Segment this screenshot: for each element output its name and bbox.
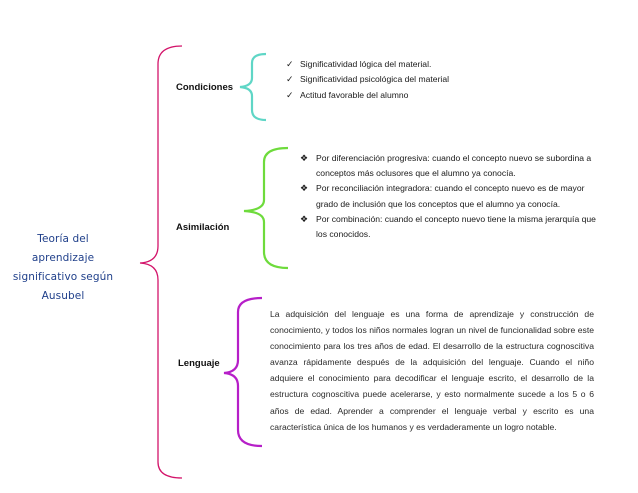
list-item bbox=[300, 212, 600, 242]
branch-label-asimilacion: Asimilación bbox=[176, 222, 230, 233]
list-item-text: Actitud favorable del alumno bbox=[300, 89, 409, 100]
list-item bbox=[286, 72, 586, 87]
list-item bbox=[300, 151, 600, 181]
list-item-text: Por combinación: cuando el concepto nuevo tiene la misma jerarquía que los conocidos. bbox=[316, 213, 596, 240]
checkmark-icon: ✓ bbox=[286, 59, 294, 69]
diamond-bullet-icon: ❖ bbox=[300, 213, 309, 224]
root-title-line: significativo según bbox=[12, 271, 114, 283]
list-item-text: Significatividad lógica del material. bbox=[300, 59, 432, 69]
root-title-line: Teoría del bbox=[37, 233, 89, 245]
branch-label-condiciones: Condiciones bbox=[176, 82, 234, 93]
branch-label-lenguaje: Lenguaje bbox=[178, 358, 220, 369]
list-item bbox=[286, 57, 586, 72]
lenguaje-paragraph: La adquisición del lenguaje es una forma de aprendizaje y construcción de conocimiento, y todos los niños normales logran un nivel de funcionalidad sobre este conocimiento para los tres años de edad. El desarrollo de la estructura cognoscitiva avanza rápidamente después de la adquisición del lenguaje. Cuando el niño adquiere el conocimiento para decodificar el lenguaje escrito, el desarrollo de la estructura cognoscitiva puede acelerarse, y esto normalmente sucede a los 5 o 6 años de edad. Aprender a comprender el lenguaje verbal y escrito es una característica única de los humanos y es verdaderamente un logro notable. bbox=[270, 309, 594, 432]
diamond-bullet-icon: ❖ bbox=[300, 183, 309, 194]
condiciones-bracket bbox=[240, 54, 266, 120]
asimilacion-bracket bbox=[244, 148, 288, 268]
list-item bbox=[286, 88, 586, 103]
main-bracket bbox=[140, 46, 182, 478]
checkmark-icon: ✓ bbox=[286, 89, 294, 100]
list-item-text: Significatividad psicológica del material bbox=[300, 74, 450, 85]
list-item-text: Por diferenciación progresiva: cuando el concepto nuevo se subordina a conceptos más oclusores que el alumno ya conocía. bbox=[316, 153, 592, 179]
condiciones-list bbox=[286, 57, 586, 103]
checkmark-icon: ✓ bbox=[286, 74, 294, 85]
list-item-text: Por reconciliación integradora: cuando el concepto nuevo es de mayor grado de inclusión que los conceptos que el alumno ya conocía. bbox=[316, 183, 585, 209]
lenguaje-bracket bbox=[224, 298, 262, 446]
root-title-line: Ausubel bbox=[41, 290, 85, 302]
root-title bbox=[4, 230, 122, 306]
list-item bbox=[300, 181, 600, 211]
asimilacion-list bbox=[300, 151, 600, 242]
root-title-line: aprendizaje bbox=[31, 252, 95, 264]
diamond-bullet-icon: ❖ bbox=[300, 153, 309, 163]
